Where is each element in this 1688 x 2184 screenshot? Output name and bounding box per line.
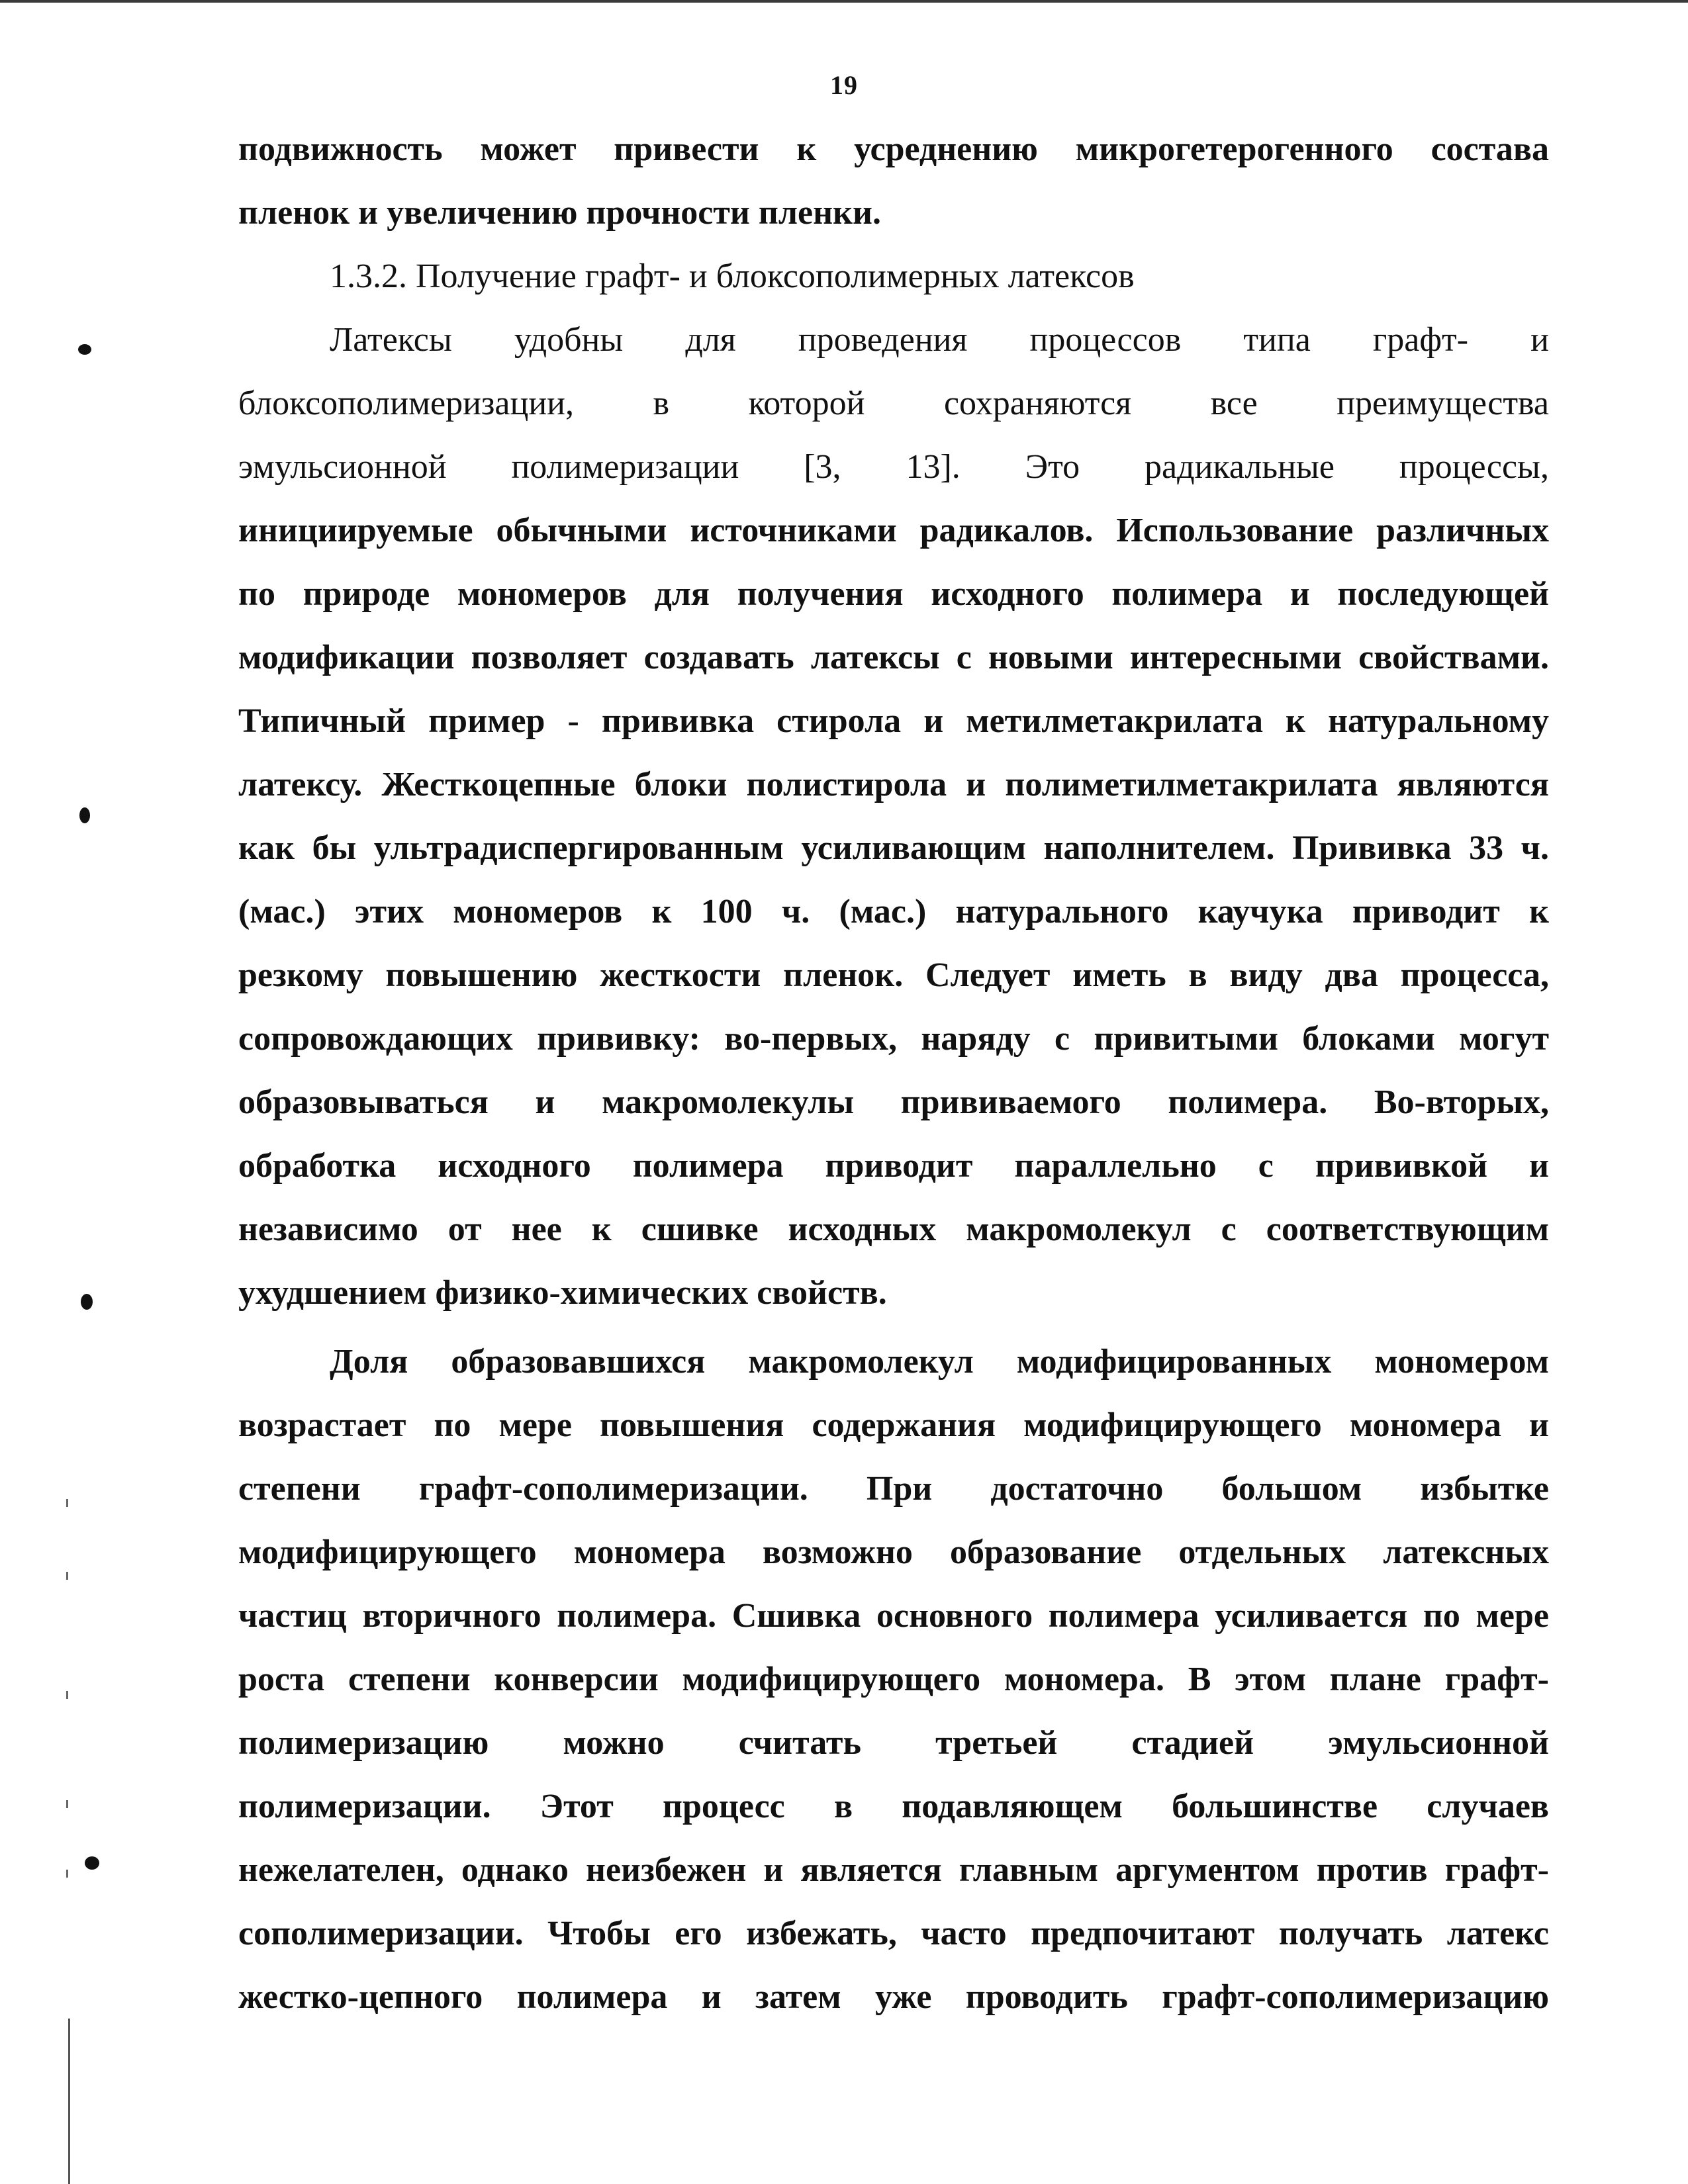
- scan-artifact-tick: [66, 1499, 68, 1507]
- text-line: степени графт-сополимеризации. При достаточно большом избытке: [238, 1470, 1549, 1508]
- document-body: [238, 118, 1549, 2029]
- text-line: модификации позволяет создавать латексы с новыми интересными свойствами.: [238, 639, 1549, 676]
- text-line: подвижность может привести к усреднению микрогетерогенного состава: [238, 130, 1549, 168]
- scan-artifact-dot: [81, 1294, 93, 1310]
- text-line: Доля образовавшихся макромолекул модифицированных мономером: [330, 1343, 1549, 1381]
- text-line: частиц вторичного полимера. Сшивка основного полимера усиливается по мере: [238, 1597, 1549, 1635]
- text-line: как бы ультрадиспергированным усиливающим наполнителем. Прививка 33 ч.: [238, 829, 1549, 867]
- scan-artifact-tick: [66, 1800, 68, 1808]
- text-line: сополимеризации. Чтобы его избежать, часто предпочитают получать латекс: [238, 1915, 1549, 1952]
- text-line: эмульсионной полимеризации [3, 13]. Это радикальные процессы,: [238, 448, 1549, 486]
- section-heading: 1.3.2. Получение графт- и блоксополимерных латексов: [330, 257, 1135, 295]
- text-line: по природе мономеров для получения исходного полимера и последующей: [238, 575, 1549, 613]
- text-line: обработка исходного полимера приводит параллельно с прививкой и: [238, 1147, 1549, 1185]
- text-line: возрастает по мере повышения содержания модифицирующего мономера и: [238, 1406, 1549, 1444]
- text-line: полимеризацию можно считать третьей стадией эмульсионной: [238, 1724, 1549, 1762]
- scan-artifact-tick: [66, 1870, 68, 1878]
- text-line: независимо от нее к сшивке исходных макромолекул с соответствующим: [238, 1210, 1549, 1248]
- text-line: сопровождающих прививку: во-первых, наряду с привитыми блоками могут: [238, 1020, 1549, 1058]
- text-line: Типичный пример - прививка стирола и метилметакрилата к натуральному: [238, 702, 1549, 740]
- scan-top-border: [0, 0, 1688, 3]
- text-line: роста степени конверсии модифицирующего мономера. В этом плане графт-: [238, 1661, 1549, 1698]
- scan-artifact-dot: [78, 344, 91, 355]
- scan-artifact-tick: [66, 1691, 68, 1699]
- text-line: ухудшением физико-химических свойств.: [238, 1274, 887, 1312]
- text-line: пленок и увеличению прочности пленки.: [238, 194, 881, 232]
- scan-artifact-tick: [66, 1572, 68, 1580]
- text-line: нежелателен, однако неизбежен и является главным аргументом против графт-: [238, 1851, 1549, 1889]
- scan-artifact-line: [68, 2019, 70, 2184]
- text-line: полимеризации. Этот процесс в подавляющем большинстве случаев: [238, 1788, 1549, 1825]
- text-line: латексу. Жесткоцепные блоки полистирола и полиметилметакрилата являются: [238, 766, 1549, 803]
- text-line: жестко-цепного полимера и затем уже проводить графт-сополимеризацию: [238, 1978, 1549, 2016]
- scan-artifact-dot: [79, 807, 90, 823]
- text-line: резкому повышению жесткости пленок. Следует иметь в виду два процесса,: [238, 956, 1549, 994]
- text-line: образовываться и макромолекулы прививаемого полимера. Во-вторых,: [238, 1083, 1549, 1121]
- text-line: инициируемые обычными источниками радикалов. Использование различных: [238, 512, 1549, 549]
- scan-artifact-dot: [85, 1856, 99, 1870]
- page-number: 19: [830, 70, 858, 100]
- text-line: модифицирующего мономера возможно образование отдельных латексных: [238, 1533, 1549, 1571]
- text-line: блоксополимеризации, в которой сохраняются все преимущества: [238, 385, 1549, 422]
- text-line: Латексы удобны для проведения процессов типа графт- и: [330, 321, 1549, 359]
- text-line: (мас.) этих мономеров к 100 ч. (мас.) натурального каучука приводит к: [238, 893, 1549, 931]
